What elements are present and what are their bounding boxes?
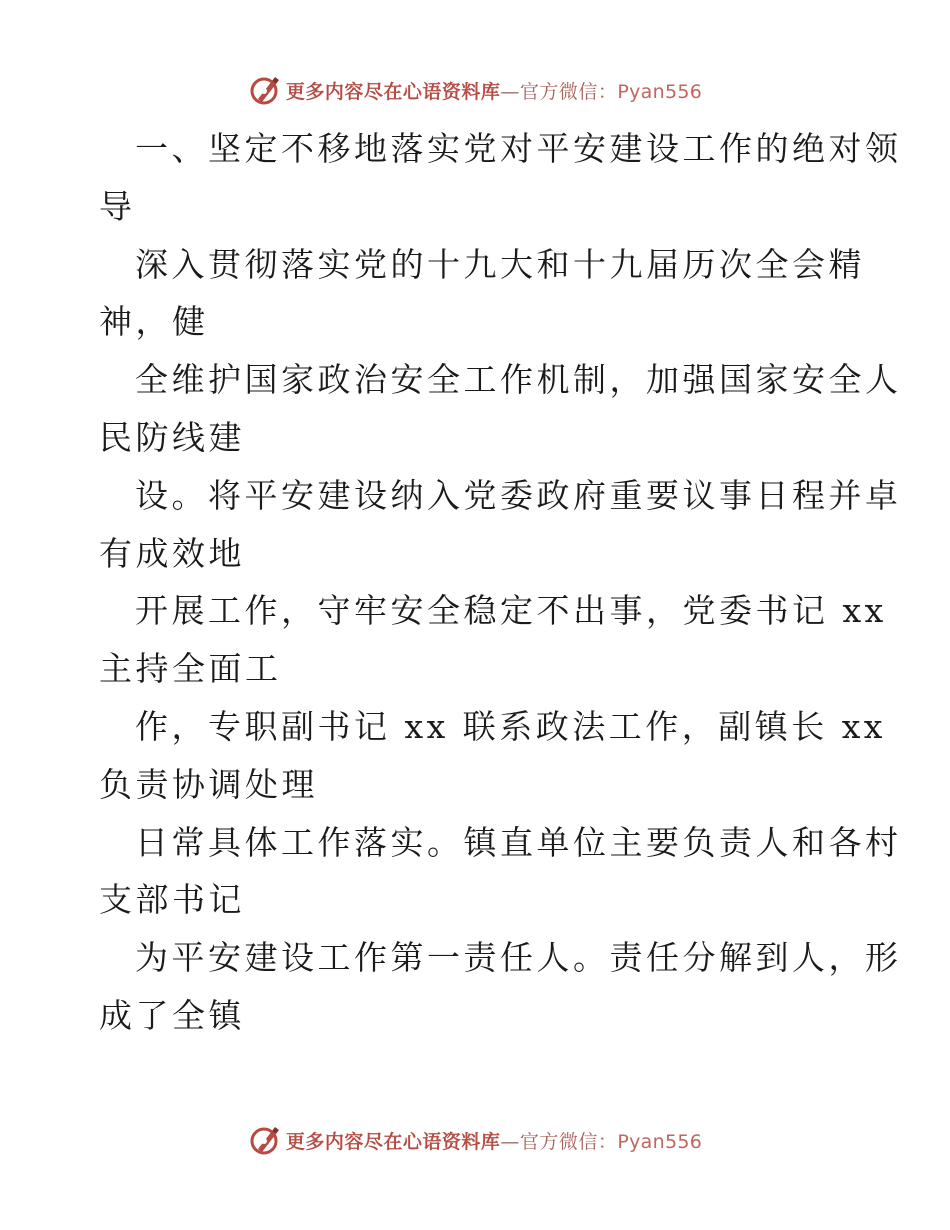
pen-in-circle-icon [248,73,282,107]
text-line: 深入贯彻落实党的十九大和十九届历次全会精 [135,244,865,284]
text-line: 为平安建设工作第一责任人。责任分解到人，形 [135,938,902,978]
text-line: 支部书记 [99,880,245,920]
text-line: 主持全面工 [99,649,282,689]
text-line: 全维护国家政治安全工作机制，加强国家安全人 [135,360,902,400]
text-line: 一、坚定不移地落实党对平安建设工作的绝对领 [135,129,902,168]
watermark-wechat-id: Pyan556 [617,80,703,103]
text-line: 日常具体工作落实。镇直单位主要负责人和各村 [135,822,902,862]
watermark-separator: — [500,1130,520,1153]
text-line: 设。将平安建设纳入党委政府重要议事日程并卓 [135,475,902,515]
footer-watermark [0,1120,950,1160]
text-line: 开展工作，守牢安全稳定不出事，党委书记 xx [135,591,887,631]
text-line: 导 [99,186,136,226]
text-line: 民防线建 [99,417,245,457]
watermark-main-text: 更多内容尽在心语资料库 [285,80,501,103]
watermark-text [286,77,702,104]
watermark-main-text: 更多内容尽在心语资料库 [285,1130,501,1153]
pen-in-circle-icon [248,1123,282,1157]
header-watermark [0,70,950,110]
watermark-separator: — [500,80,520,103]
text-line: 作，专职副书记 xx 联系政法工作，副镇长 xx [135,706,886,746]
document-body [99,120,902,1045]
watermark-text [286,1127,702,1154]
watermark-wechat-id: Pyan556 [617,1130,703,1153]
text-line: 神，健 [99,302,209,342]
text-line: 成了全镇 [99,995,245,1035]
watermark-wechat-label: 官方微信： [519,80,618,103]
text-line: 有成效地 [99,533,245,573]
watermark-wechat-label: 官方微信： [519,1130,618,1153]
text-line: 负责协调处理 [99,764,318,804]
